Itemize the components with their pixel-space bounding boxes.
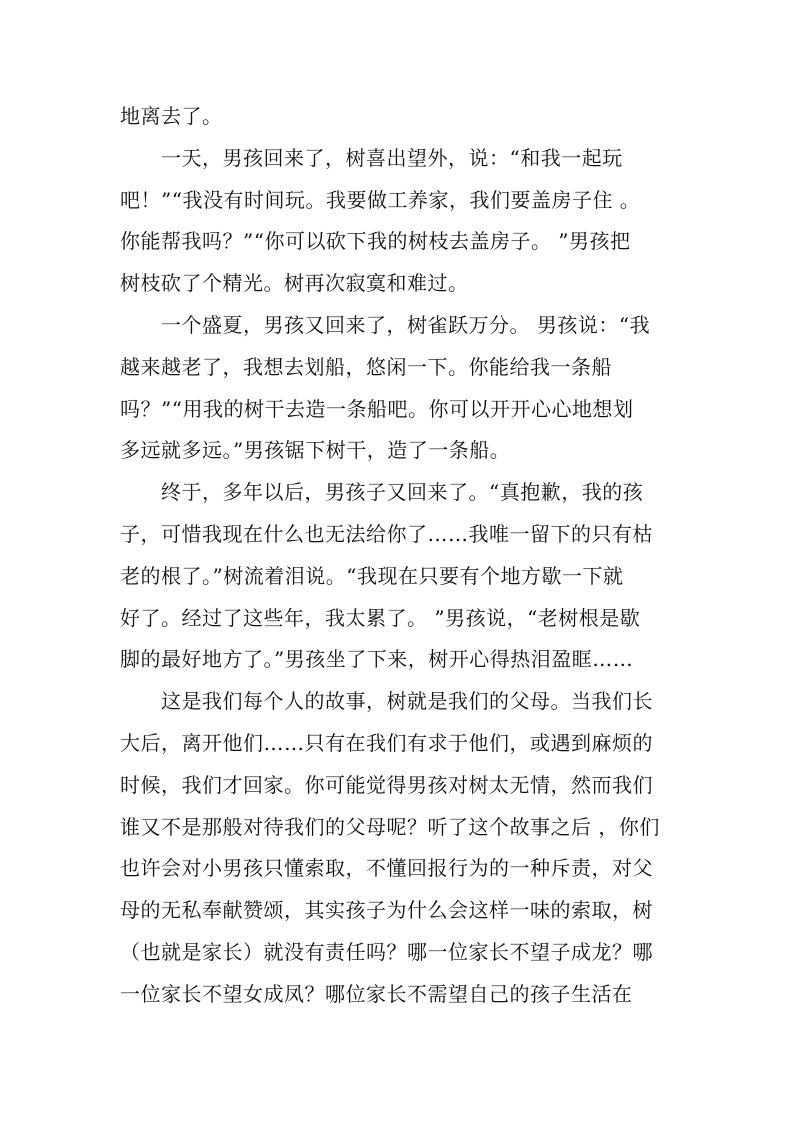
text-line-20: 母的无私奉献赞颂，其实孩子为什么会这样一味的索取，树 — [120, 898, 653, 923]
text-line-7: 越来越老了，我想去划船，悠闲一下。你能给我一条船 — [120, 354, 612, 379]
text-line-12: 老的根了。”树流着泪说。“我现在只要有个地方歇一下就 — [120, 563, 624, 588]
text-line-4: 你能帮我吗？”“你可以砍下我的树枝去盖房子。 ”男孩把 — [120, 229, 631, 254]
text-line-9: 多远就多远。”男孩锯下树干，造了一条船。 — [120, 438, 511, 463]
text-line-3: 吧！”“我没有时间玩。我要做工养家，我们要盖房子住 。 — [120, 187, 641, 212]
text-line-21: （也就是家长）就没有责任吗？哪一位家长不望子成龙？哪 — [120, 939, 653, 964]
text-line-22: 一位家长不望女成凤？哪位家长不需望自己的孩子生活在 — [120, 981, 633, 1006]
text-line-14: 脚的最好地方了。”男孩坐了下来，树开心得热泪盈眶…… — [120, 647, 634, 672]
text-line-6: 一个盛夏，男孩又回来了，树雀跃万分。 男孩说：“我 — [161, 312, 651, 337]
text-line-1: 地离去了。 — [120, 104, 223, 128]
text-line-2: 一天，男孩回来了，树喜出望外，说：“和我一起玩 — [161, 145, 623, 170]
document-body — [120, 96, 675, 1016]
text-line-10: 终于，多年以后，男孩子又回来了。“真抱歉，我的孩 — [161, 480, 644, 505]
text-line-19: 也许会对小男孩只懂索取，不懂回报行为的一种斥责，对父 — [120, 856, 653, 881]
text-line-5: 树枝砍了个精光。树再次寂寞和难过。 — [120, 271, 469, 296]
text-line-11: 子，可惜我现在什么也无法给你了……我唯一留下的只有枯 — [120, 521, 653, 546]
text-line-13: 好了。经过了这些年，我太累了。 ”男孩说，“老树根是歇 — [120, 605, 641, 630]
text-line-17: 时候，我们才回家。你可能觉得男孩对树太无情，然而我们 — [120, 772, 653, 797]
text-line-18: 谁又不是那般对待我们的父母呢？听了这个故事之后 ，你们 — [120, 814, 660, 839]
text-line-15: 这是我们每个人的故事，树就是我们的父母。当我们长 — [161, 689, 653, 714]
text-line-16: 大后，离开他们……只有在我们有求于他们，或遇到麻烦的 — [120, 730, 653, 755]
text-line-8: 吗？”“用我的树干去造一条船吧。你可以开开心心地想划 — [120, 396, 634, 421]
